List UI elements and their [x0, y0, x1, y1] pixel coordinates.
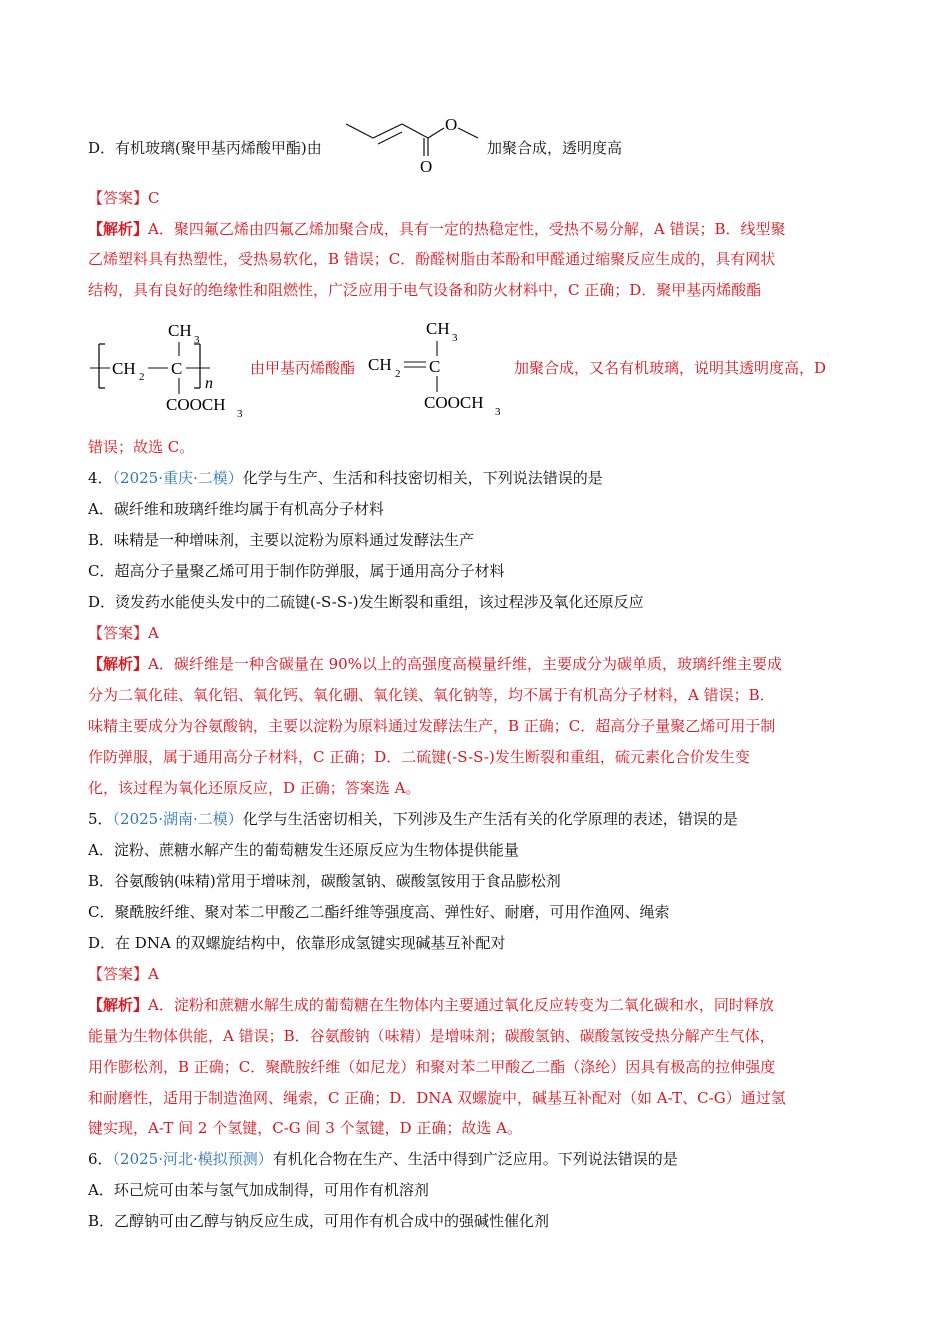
svg-text:2: 2	[139, 371, 145, 383]
q3-option-d	[88, 138, 322, 158]
q3-analysis-line-2: 乙烯塑料具有热塑性，受热易软化，B 错误；C．酚醛树脂由苯酚和甲醛通过缩聚反应生成的，具有网状	[88, 250, 776, 268]
svg-text:3: 3	[194, 334, 200, 346]
q4-source: （2025·重庆·二模）	[112, 469, 243, 487]
methyl-methacrylate-skeletal-formula	[340, 108, 490, 176]
carbonyl-oxygen-label: O	[420, 157, 433, 176]
q4-answer: 【答案】A	[88, 624, 159, 642]
ester-oxygen-label: O	[445, 115, 458, 134]
q4-analysis-line-1: 【解析】A．碳纤维是一种含碳量在 90%以上的高强度高模量纤维，主要成分为碳单质，玻璃纤维主要成	[88, 655, 782, 673]
q3-formula-tail-text: 加聚合成，又名有机玻璃，说明其透明度高，D	[514, 359, 827, 377]
q6-stem: 6．（2025·河北·模拟预测）有机化合物在生产、生活中得到广泛应用。下列说法错误的是	[88, 1150, 678, 1168]
svg-text:2: 2	[395, 368, 401, 380]
q3-analysis-line-1: 【解析】A．聚四氟乙烯由四氟乙烯加聚合成，具有一定的热稳定性，受热不易分解，A 错误；B．线型聚	[88, 220, 786, 238]
q4-option-c: C．超高分子量聚乙烯可用于制作防弹服，属于通用高分子材料	[88, 562, 505, 580]
q5-analysis-line-5: 键实现，A-T 间 2 个氢键，C-G 间 3 个氢键，D 正确；故选 A。	[88, 1119, 522, 1137]
pmma-polymer-formula	[88, 316, 253, 424]
q5-option-a: A．淀粉、蔗糖水解产生的葡萄糖发生还原反应为生物体提供能量	[88, 841, 519, 859]
q5-answer: 【答案】A	[88, 965, 159, 983]
q5-stem: 5．（2025·湖南·二模）化学与生活密切相关，下列涉及生产生活有关的化学原理的表述，错误的是	[88, 810, 738, 828]
svg-text:CH: CH	[368, 355, 392, 374]
q4-option-a: A．碳纤维和玻璃纤维均属于有机高分子材料	[88, 500, 384, 518]
q5-source: （2025·湖南·二模）	[112, 810, 243, 828]
q5-option-d: D．在 DNA 的双螺旋结构中，依靠形成氢键实现碱基互补配对	[88, 934, 506, 952]
svg-text:3: 3	[237, 408, 243, 420]
q4-analysis-line-4: 作防弹服，属于通用高分子材料，C 正确；D．二硫键(-S-S-)发生断裂和重组，硫元素化合价发生变	[88, 748, 750, 766]
q6-option-b: B．乙醇钠可由乙醇与钠反应生成，可用作有机合成中的强碱性催化剂	[88, 1212, 550, 1230]
q5-option-c: C．聚酰胺纤维、聚对苯二甲酸乙二酯纤维等强度高、弹性好、耐磨，可用作渔网、绳索	[88, 903, 670, 921]
svg-text:n: n	[205, 375, 213, 392]
q4-analysis-line-3: 味精主要成分为谷氨酸钠，主要以淀粉为原料通过发酵法生产，B 正确；C．超高分子量聚乙烯可用于制	[88, 717, 776, 735]
q5-analysis-line-2: 能量为生物体供能，A 错误；B．谷氨酸钠（味精）是增味剂；碳酸氢钠、碳酸氢铵受热分解产生气体，	[88, 1027, 775, 1045]
q3-formula-mid-text: 由甲基丙烯酸酯	[250, 359, 356, 377]
svg-text:COOCH: COOCH	[424, 393, 484, 412]
svg-text:CH: CH	[426, 319, 450, 338]
svg-text:COOCH: COOCH	[166, 395, 226, 414]
q3-analysis-line-3: 结构，具有良好的绝缘性和阻燃性，广泛应用于电气设备和防火材料中，C 正确；D．聚甲基丙烯酸酯	[88, 281, 762, 299]
q6-option-a: A．环己烷可由苯与氢气加成制得，可用作有机溶剂	[88, 1181, 429, 1199]
q4-option-d: D．烫发药水能使头发中的二硫键(-S-S-)发生断裂和重组，该过程涉及氧化还原反应	[88, 593, 644, 611]
svg-text:3: 3	[495, 406, 501, 418]
q5-analysis-line-3: 用作膨松剂，B 正确；C．聚酰胺纤维（如尼龙）和聚对苯二甲酸乙二酯（涤纶）因具有极高的拉伸强度	[88, 1058, 776, 1076]
q3-analysis-line-5: 错误；故选 C。	[88, 438, 195, 456]
q5-analysis-line-1: 【解析】A．淀粉和蔗糖水解生成的葡萄糖在生物体内主要通过氧化反应转变为二氧化碳和水，同时释放	[88, 996, 774, 1014]
svg-text:CH: CH	[112, 359, 136, 378]
q4-option-b: B．味精是一种增味剂，主要以淀粉为原料通过发酵法生产	[88, 531, 475, 549]
q6-source: （2025·河北·模拟预测）	[112, 1150, 273, 1168]
q5-analysis-line-4: 和耐磨性，适用于制造渔网、绳索，C 正确；D．DNA 双螺旋中，碱基互补配对（如 A-T、C-G）通过氢	[88, 1089, 786, 1107]
q5-option-b: B．谷氨酸钠(味精)常用于增味剂，碳酸氢钠、碳酸氢铵用于食品膨松剂	[88, 872, 561, 890]
q3-option-d-prefix: D．有机玻璃(聚甲基丙烯酸甲酯)由	[88, 139, 322, 157]
q3-analysis-label: 【解析】	[88, 220, 149, 238]
q3-option-d-suffix: 加聚合成，透明度高	[487, 139, 623, 157]
q4-stem: 4．（2025·重庆·二模）化学与生产、生活和科技密切相关，下列说法错误的是	[88, 469, 603, 487]
methyl-methacrylate-condensed-formula	[366, 312, 516, 422]
q4-analysis-line-2: 分为二氧化硅、氧化铝、氧化钙、氧化硼、氧化镁、氧化钠等，均不属于有机高分子材料，A 错误；B．	[88, 686, 775, 704]
svg-text:CH: CH	[168, 321, 192, 340]
svg-text:C: C	[171, 359, 183, 378]
svg-text:C: C	[429, 357, 441, 376]
q3-answer: 【答案】C	[88, 189, 160, 207]
q4-analysis-line-5: 化，该过程为氧化还原反应，D 正确；答案选 A。	[88, 779, 421, 797]
svg-text:3: 3	[452, 332, 458, 344]
